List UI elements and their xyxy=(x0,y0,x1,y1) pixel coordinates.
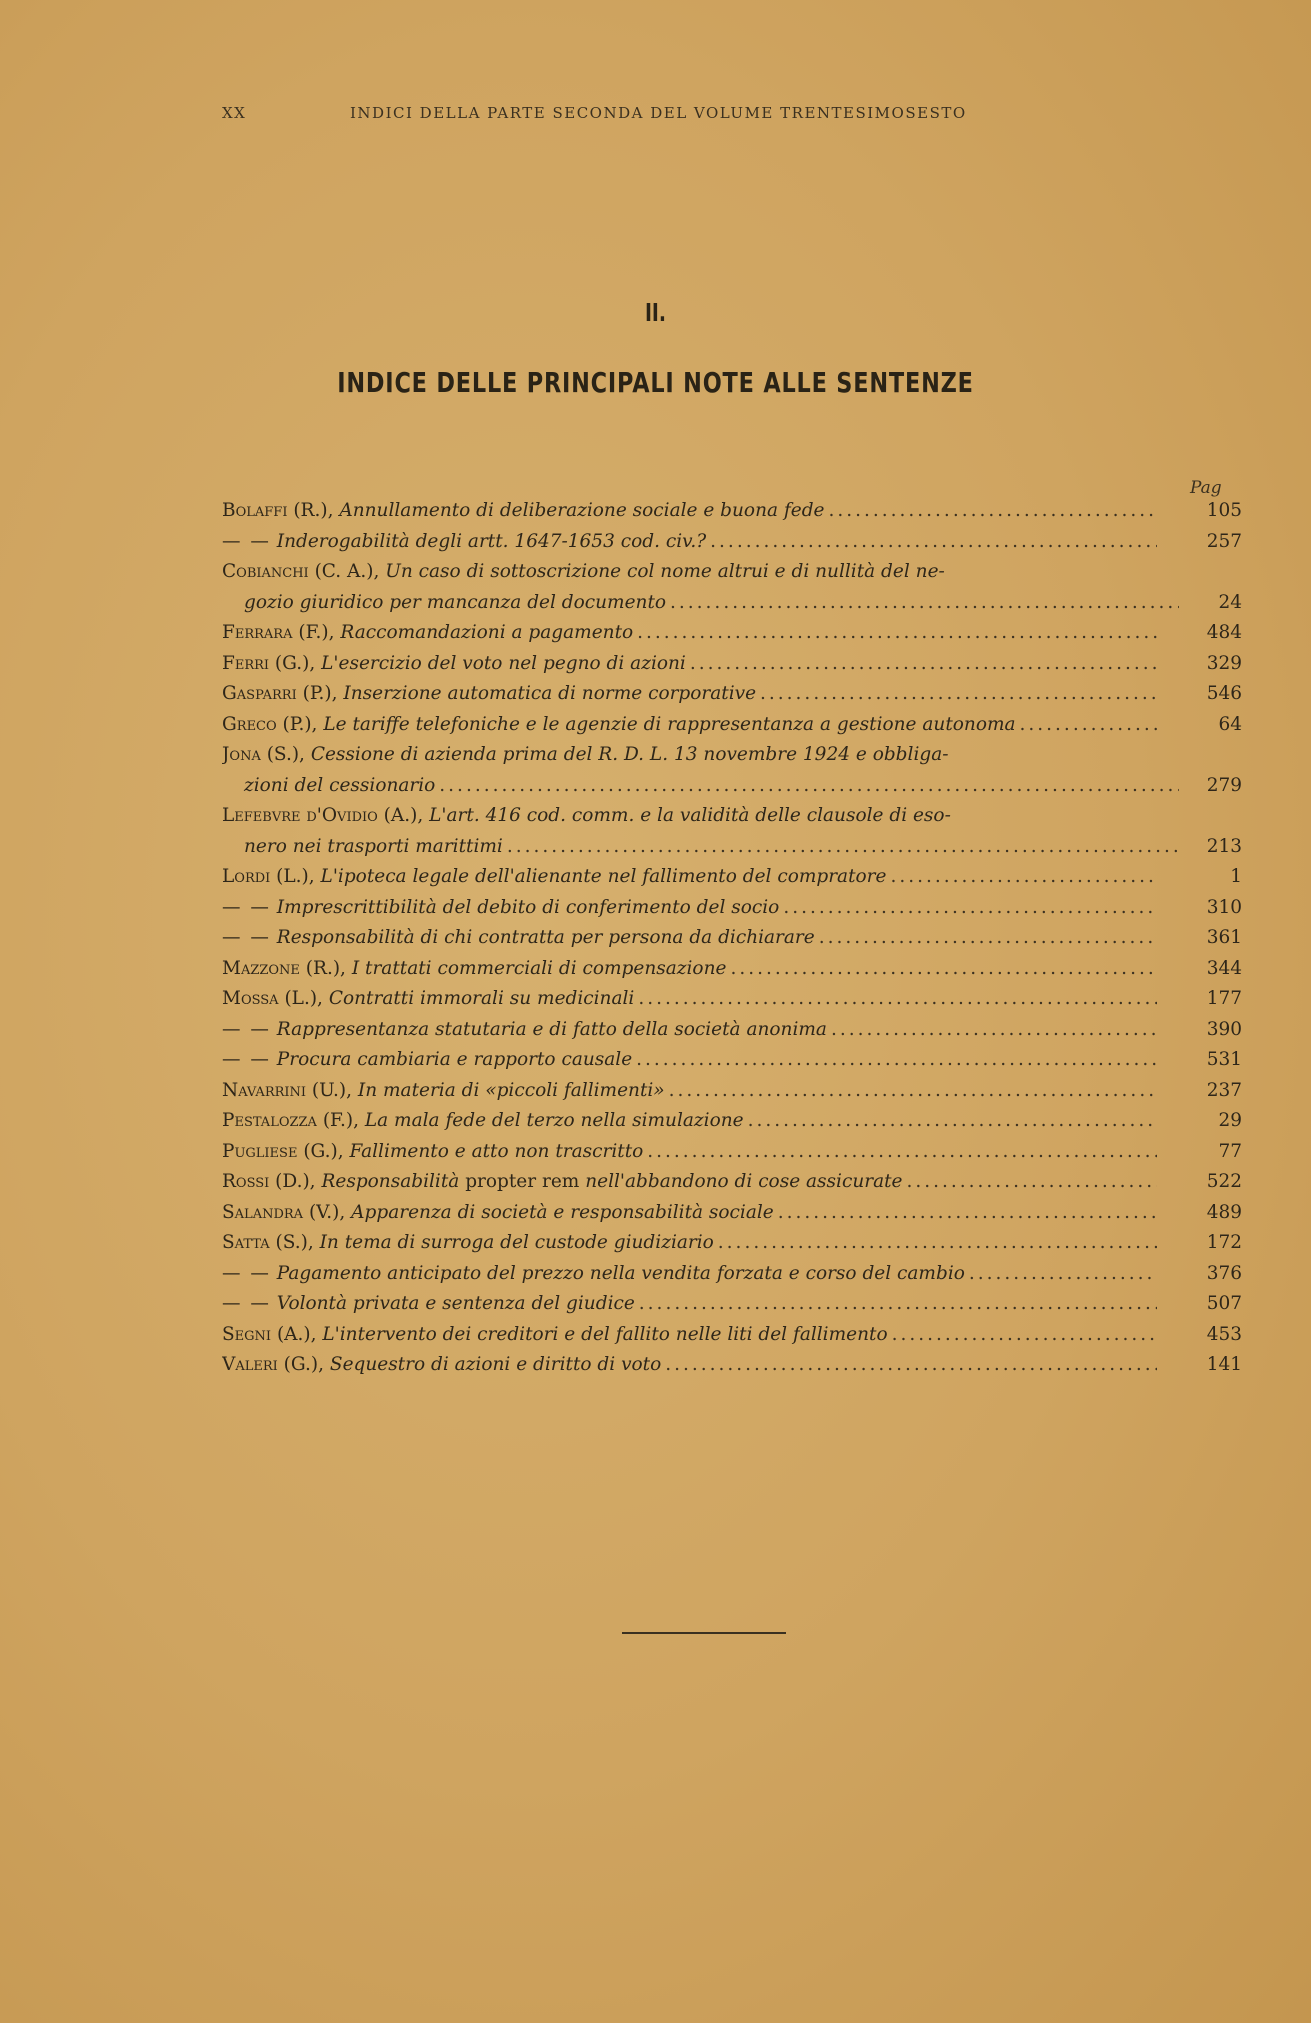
dot-leader xyxy=(907,1167,1158,1198)
entry-page-number: 29 xyxy=(1218,1110,1242,1131)
entry-line xyxy=(222,893,1157,924)
entry-author: — — xyxy=(222,1018,271,1040)
entry-title: L'intervento dei creditori e del fallito nelle liti del fallimento xyxy=(322,1323,888,1345)
entry-page-number: 141 xyxy=(1206,1354,1242,1375)
index-entry xyxy=(222,588,1242,619)
entry-author: Cobianchi (C. A.), xyxy=(222,561,380,582)
index-entry xyxy=(222,923,1242,954)
index-entry xyxy=(222,740,1242,771)
entry-title: Annullamento di deliberazione sociale e buona fede xyxy=(339,500,825,521)
entry-title-continued: nell'abbandono di cose assicurate xyxy=(585,1171,903,1192)
entry-text xyxy=(222,1350,661,1381)
entry-line xyxy=(222,771,1179,802)
index-entry xyxy=(222,771,1242,802)
entry-author: — — xyxy=(222,1293,271,1314)
entry-title: L'ipoteca legale dell'alienante nel fallimento del compratore xyxy=(320,866,887,887)
entry-author: — — xyxy=(222,1262,271,1284)
index-entry xyxy=(222,1198,1242,1229)
entry-text xyxy=(222,1015,827,1046)
dot-leader xyxy=(828,496,1157,527)
entry-author: — — xyxy=(222,1049,271,1070)
index-entry xyxy=(222,1350,1242,1381)
dot-leader xyxy=(647,1137,1157,1168)
dot-leader xyxy=(639,1289,1157,1320)
entry-author: Bolaffi (R.), xyxy=(222,500,334,521)
section-number: II. xyxy=(644,298,667,327)
entry-page-number: 484 xyxy=(1206,622,1242,643)
entry-line xyxy=(222,1259,1157,1290)
entry-page-number: 213 xyxy=(1206,835,1242,857)
entry-title: Un caso di sottoscrizione col nome altrui e di nullità del ne- xyxy=(385,561,945,582)
entry-author: Lefebvre d'Ovidio (A.), xyxy=(222,805,424,826)
entry-page-number: 507 xyxy=(1206,1293,1242,1314)
index-entry xyxy=(222,1015,1242,1046)
entry-title: L'esercizio del voto nel pegno di azioni xyxy=(321,652,686,674)
dot-leader xyxy=(710,527,1157,558)
entry-text xyxy=(222,923,815,954)
entry-page-number: 376 xyxy=(1206,1262,1242,1284)
entry-page-number: 390 xyxy=(1206,1018,1242,1040)
entry-text xyxy=(222,679,756,710)
entry-text xyxy=(244,771,435,802)
entry-title: Volontà privata e sentenza del giudice xyxy=(276,1293,635,1314)
index-entry xyxy=(222,1106,1242,1137)
entry-text xyxy=(222,557,945,588)
index-entry xyxy=(222,1259,1242,1290)
entry-page-number: 531 xyxy=(1206,1049,1242,1070)
entry-text xyxy=(222,801,951,832)
entry-author: Mossa (L.), xyxy=(222,988,323,1009)
entry-line xyxy=(222,679,1157,710)
entry-line xyxy=(222,1350,1157,1381)
entry-text xyxy=(222,1259,965,1290)
index-entry xyxy=(222,862,1242,893)
entry-text xyxy=(244,588,666,619)
entry-line xyxy=(222,862,1157,893)
index-entry xyxy=(222,1228,1242,1259)
entry-author: Jona (S.), xyxy=(222,744,305,765)
index-entry xyxy=(222,710,1242,741)
index-entry xyxy=(222,496,1242,527)
entry-text xyxy=(222,496,824,527)
entry-text xyxy=(222,1320,888,1351)
index-entry xyxy=(222,1137,1242,1168)
entry-title: Pagamento anticipato del prezzo nella vendita forzata e corso del cambio xyxy=(276,1262,965,1284)
entry-text xyxy=(222,618,633,649)
index-entry xyxy=(222,893,1242,924)
entry-line xyxy=(222,1045,1157,1076)
entry-author: Lordi (L.), xyxy=(222,866,315,887)
index-entry xyxy=(222,1045,1242,1076)
entry-author: — — xyxy=(222,530,271,552)
entry-latin-phrase: propter rem xyxy=(465,1171,580,1192)
entry-line xyxy=(222,618,1157,649)
index-entry xyxy=(222,1320,1242,1351)
entry-line xyxy=(222,1167,1157,1198)
entry-page-number: 310 xyxy=(1206,896,1242,918)
entry-page-number: 546 xyxy=(1206,683,1242,704)
entry-line xyxy=(222,1289,1157,1320)
entry-text xyxy=(222,1289,635,1320)
dot-leader xyxy=(890,862,1157,893)
index-entry xyxy=(222,801,1242,832)
dot-leader xyxy=(892,1320,1157,1351)
entry-page-number: 453 xyxy=(1206,1323,1242,1345)
entry-line xyxy=(222,649,1157,680)
entry-line xyxy=(222,984,1157,1015)
dot-leader xyxy=(507,832,1179,863)
notes-index-list xyxy=(222,496,1242,1381)
entry-title: Inderogabilità degli artt. 1647-1653 cod. civ.? xyxy=(276,530,707,552)
entry-title: Procura cambiaria e rapporto causale xyxy=(276,1049,633,1070)
entry-title: In materia di «piccoli fallimenti» xyxy=(357,1079,665,1101)
dot-leader xyxy=(638,984,1157,1015)
entry-author: Satta (S.), xyxy=(222,1232,314,1253)
entry-text xyxy=(222,1167,903,1198)
entry-title: Fallimento e atto non trascritto xyxy=(349,1140,644,1162)
dot-leader xyxy=(778,1198,1157,1229)
dot-leader xyxy=(1020,710,1157,741)
entry-line xyxy=(222,832,1179,863)
entry-page-number: 344 xyxy=(1206,957,1242,979)
dot-leader xyxy=(669,1076,1157,1107)
entry-line xyxy=(222,527,1157,558)
entry-line xyxy=(222,557,1157,588)
entry-line xyxy=(222,923,1157,954)
entry-line xyxy=(222,740,1157,771)
dot-leader xyxy=(665,1350,1157,1381)
entry-line xyxy=(222,954,1157,985)
entry-page-number: 1 xyxy=(1230,866,1242,887)
entry-page-number: 361 xyxy=(1206,927,1242,948)
entry-page-number: 177 xyxy=(1206,988,1242,1009)
index-entry xyxy=(222,527,1242,558)
dot-leader xyxy=(690,649,1157,680)
entry-title: Le tariffe telefoniche e le agenzie di rappresentanza a gestione autonoma xyxy=(323,713,1016,735)
entry-page-number: 329 xyxy=(1206,652,1242,674)
entry-text xyxy=(222,740,948,771)
dot-leader xyxy=(439,771,1179,802)
entry-text xyxy=(222,862,886,893)
entry-author: Gasparri (P.), xyxy=(222,683,338,704)
dot-leader xyxy=(969,1259,1157,1290)
entry-line xyxy=(222,588,1179,619)
dot-leader xyxy=(637,618,1157,649)
entry-title: Inserzione automatica di norme corporative xyxy=(343,683,757,704)
entry-page-number: 64 xyxy=(1218,713,1242,735)
index-entry xyxy=(222,557,1242,588)
entry-text xyxy=(222,1045,632,1076)
entry-author: Pestalozza (F.), xyxy=(222,1110,359,1131)
entry-text xyxy=(244,832,503,863)
entry-text xyxy=(222,710,1016,741)
entry-page-number: 489 xyxy=(1206,1201,1242,1223)
entry-line xyxy=(222,1076,1157,1107)
entry-line xyxy=(222,1015,1157,1046)
entry-page-number: 24 xyxy=(1218,591,1242,613)
entry-author: Rossi (D.), xyxy=(222,1171,316,1192)
entry-text xyxy=(222,1228,714,1259)
entry-line xyxy=(222,1228,1157,1259)
entry-page-number: 172 xyxy=(1206,1232,1242,1253)
index-entry xyxy=(222,1289,1242,1320)
entry-text xyxy=(222,984,634,1015)
entry-author: Salandra (V.), xyxy=(222,1201,346,1223)
index-entry xyxy=(222,1076,1242,1107)
entry-line xyxy=(222,1320,1157,1351)
entry-page-number: 77 xyxy=(1218,1140,1242,1162)
index-entry xyxy=(222,954,1242,985)
entry-line xyxy=(222,1137,1157,1168)
entry-title: Apparenza di società e responsabilità sociale xyxy=(351,1201,774,1223)
index-entry xyxy=(222,984,1242,1015)
entry-text xyxy=(222,527,706,558)
entry-text xyxy=(222,1198,774,1229)
entry-page-number: 237 xyxy=(1206,1079,1242,1101)
page-column-label: Pag xyxy=(1190,478,1222,498)
entry-page-number: 522 xyxy=(1206,1171,1242,1192)
entry-title: Sequestro di azioni e diritto di voto xyxy=(329,1354,662,1375)
header-page-number: XX xyxy=(222,104,247,122)
entry-author: Mazzone (R.), xyxy=(222,957,346,979)
dot-leader xyxy=(636,1045,1157,1076)
entry-author: Navarrini (U.), xyxy=(222,1079,353,1101)
entry-page-number: 279 xyxy=(1206,774,1242,796)
dot-leader xyxy=(831,1015,1157,1046)
entry-title: Rappresentanza statutaria e di fatto della società anonima xyxy=(276,1018,827,1040)
entry-text xyxy=(222,1076,665,1107)
entry-line xyxy=(222,801,1157,832)
dot-leader xyxy=(748,1106,1157,1137)
entry-title: Responsabilità xyxy=(321,1171,460,1192)
entry-line xyxy=(222,1106,1157,1137)
index-entry xyxy=(222,618,1242,649)
entry-author: Pugliese (G.), xyxy=(222,1140,344,1162)
running-header xyxy=(222,104,1090,124)
entry-text xyxy=(222,954,726,985)
entry-title: Responsabilità di chi contratta per persona da dichiarare xyxy=(276,927,815,948)
dot-leader xyxy=(783,893,1157,924)
entry-line xyxy=(222,710,1157,741)
entry-title: nero nei trasporti marittimi xyxy=(244,835,503,857)
entry-author: Segni (A.), xyxy=(222,1323,317,1345)
entry-title: gozio giuridico per mancanza del documento xyxy=(244,591,667,613)
dot-leader xyxy=(760,679,1157,710)
dot-leader xyxy=(718,1228,1157,1259)
entry-title: zioni del cessionario xyxy=(244,774,436,796)
entry-author: Ferri (G.), xyxy=(222,652,316,674)
entry-text xyxy=(222,1106,744,1137)
entry-title: Imprescrittibilità del debito di conferimento del socio xyxy=(276,896,780,918)
entry-title: Cessione di azienda prima del R. D. L. 13 novembre 1924 e obbliga- xyxy=(310,744,949,765)
header-running-title: INDICI DELLA PARTE SECONDA DEL VOLUME TRENTESIMOSESTO xyxy=(350,104,967,122)
entry-author: — — xyxy=(222,927,271,948)
entry-title: In tema di surroga del custode giudiziario xyxy=(319,1232,714,1253)
entry-title: I trattati commerciali di compensazione xyxy=(351,957,727,979)
entry-text xyxy=(222,1137,643,1168)
entry-author: Greco (P.), xyxy=(222,713,318,735)
entry-title: La mala fede del terzo nella simulazione xyxy=(364,1110,744,1131)
entry-author: Valeri (G.), xyxy=(222,1354,324,1375)
index-entry xyxy=(222,649,1242,680)
section-title: INDICE DELLE PRINCIPALI NOTE ALLE SENTENZE xyxy=(337,366,974,399)
dot-leader xyxy=(819,923,1157,954)
entry-text xyxy=(222,893,779,924)
entry-title: Raccomandazioni a pagamento xyxy=(340,622,634,643)
index-entry xyxy=(222,832,1242,863)
dot-leader xyxy=(670,588,1179,619)
entry-author: — — xyxy=(222,896,271,918)
closing-rule xyxy=(622,1632,786,1634)
entry-title: Contratti immorali su medicinali xyxy=(328,988,635,1009)
entry-page-number: 105 xyxy=(1206,500,1242,521)
entry-author: Ferrara (F.), xyxy=(222,622,335,643)
entry-text xyxy=(222,649,686,680)
entry-line xyxy=(222,496,1157,527)
dot-leader xyxy=(730,954,1157,985)
index-entry xyxy=(222,1167,1242,1198)
entry-title: L'art. 416 cod. comm. e la validità delle clausole di eso- xyxy=(429,805,951,826)
entry-line xyxy=(222,1198,1157,1229)
index-entry xyxy=(222,679,1242,710)
entry-page-number: 257 xyxy=(1206,530,1242,552)
